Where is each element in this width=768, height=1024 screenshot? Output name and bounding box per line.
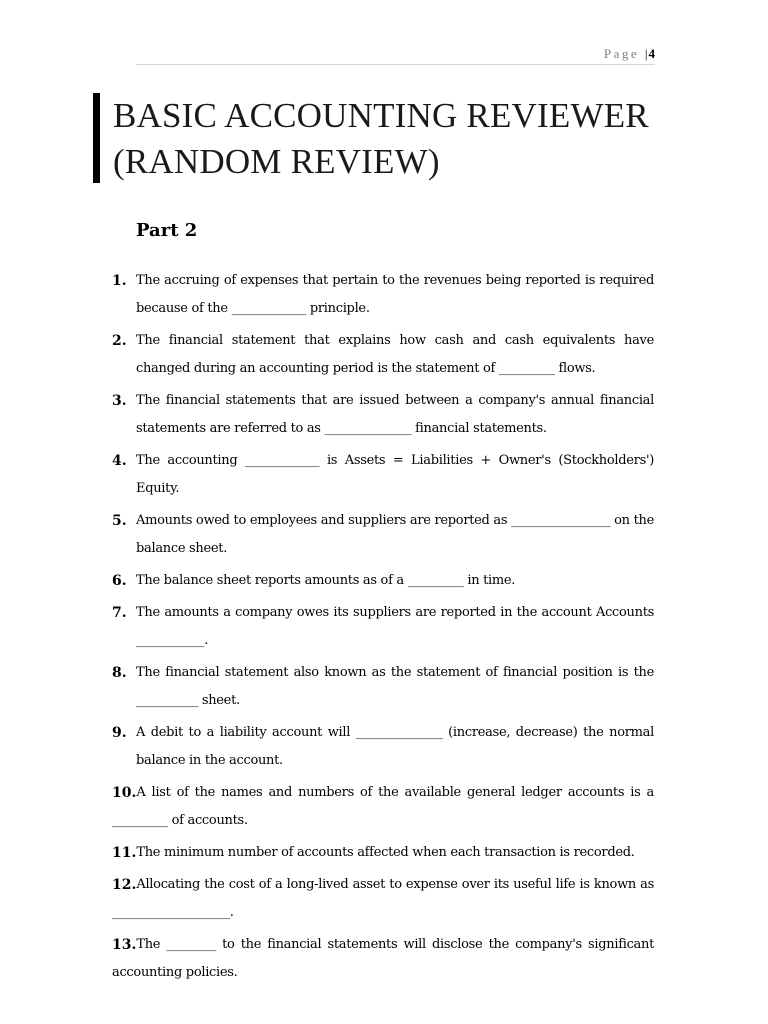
question-number: 9. (112, 725, 127, 741)
question-number: 1. (112, 273, 127, 289)
question-text: The accounting ____________ is Assets = Liabilities + Owner's (Stockholders') Equity. (136, 453, 654, 496)
question-text: A list of the names and numbers of the available general ledger accounts is a _________ of accounts. (112, 785, 654, 828)
question-item (112, 387, 654, 443)
page-number: 4 (648, 46, 655, 61)
question-item (112, 719, 654, 775)
page-label: Page (603, 46, 640, 61)
question-text: The balance sheet reports amounts as of a _________ in time. (136, 573, 516, 588)
question-item (112, 267, 654, 323)
question-item (112, 871, 654, 927)
question-text: Allocating the cost of a long-lived asset to expense over its useful life is known as ___________________. (112, 877, 654, 920)
question-number: 11. (112, 845, 137, 861)
question-text: The financial statements that are issued between a company's annual financial statements are referred to as ______________ financial statements. (136, 393, 654, 436)
question-number: 5. (112, 513, 127, 529)
question-number: 8. (112, 665, 127, 681)
question-number: 2. (112, 333, 127, 349)
question-item (112, 779, 654, 835)
question-number: 10. (112, 785, 137, 801)
question-item (112, 839, 654, 867)
page-header (136, 46, 655, 65)
question-item (112, 659, 654, 715)
title-accent-bar (93, 93, 100, 183)
question-text: Amounts owed to employees and suppliers are reported as ________________ on the balance sheet. (136, 513, 654, 556)
question-number: 7. (112, 605, 127, 621)
title-line-2: (RANDOM REVIEW) (113, 142, 440, 181)
question-text: The amounts a company owes its suppliers are reported in the account Accounts ___________. (136, 605, 654, 648)
document-title (113, 93, 673, 185)
question-text: The ________ to the financial statements will disclose the company's significant accounting policies. (112, 937, 654, 980)
question-text: The accruing of expenses that pertain to the revenues being reported is required because of the ____________ principle. (136, 273, 654, 316)
title-line-1: BASIC ACCOUNTING REVIEWER (113, 96, 649, 135)
question-text: The minimum number of accounts affected when each transaction is recorded. (136, 845, 635, 860)
question-item (112, 327, 654, 383)
question-text: A debit to a liability account will ______________ (increase, decrease) the normal balance in the account. (136, 725, 654, 768)
question-list (112, 267, 654, 991)
question-number: 6. (112, 573, 127, 589)
question-number: 13. (112, 937, 137, 953)
question-item (112, 931, 654, 987)
question-item (112, 447, 654, 503)
question-number: 12. (112, 877, 137, 893)
question-item (112, 567, 654, 595)
question-text: The financial statement that explains how cash and cash equivalents have changed during an accounting period is the statement of _________ flows. (136, 333, 654, 376)
question-number: 4. (112, 453, 127, 469)
page-separator: | (644, 46, 649, 61)
question-number: 3. (112, 393, 127, 409)
question-text: The financial statement also known as the statement of financial position is the __________ sheet. (136, 665, 654, 708)
part-heading: Part 2 (136, 220, 198, 241)
question-item (112, 507, 654, 563)
question-item (112, 599, 654, 655)
